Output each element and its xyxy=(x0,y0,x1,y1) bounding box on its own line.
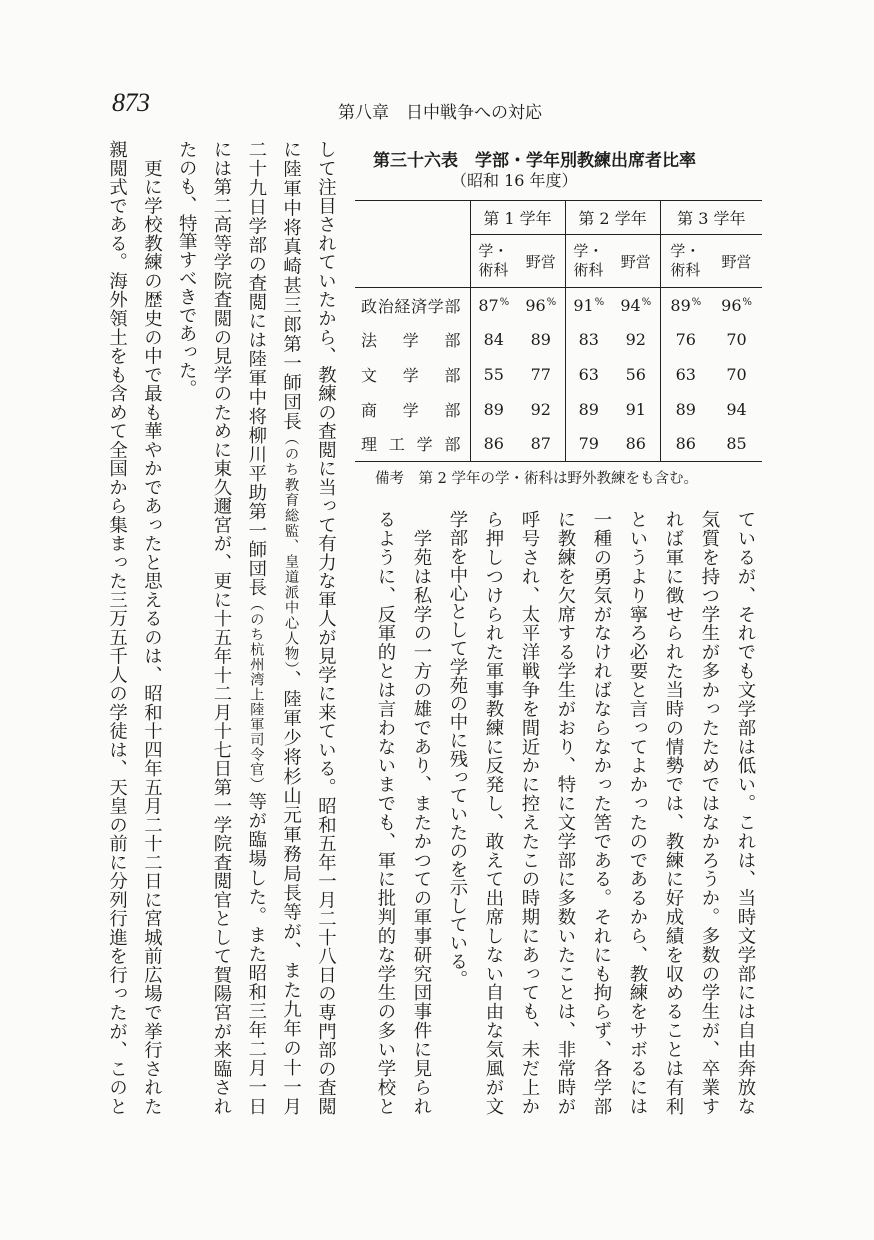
text-line: 気質を持つ学生が多かったためではなかろうか。多数の学生が、卒業す xyxy=(699,510,720,1115)
text-line: 親閲式である。海外領土をも含めて全国から集まった三万五千人の学徒は、天皇の前に分列行進を行ったが、このと xyxy=(106,140,128,1115)
value-cell: 84 xyxy=(470,323,517,358)
value-cell: 89 xyxy=(530,330,551,350)
parenthetical-note: （のち教育総監、皇道派中心人物） xyxy=(282,431,299,670)
text-line: して注目されていたから、教練の査閲に当って有力な軍人が見学に来ている。昭和五年一月二十八日の専門部の査閲 xyxy=(315,140,337,1115)
value-cell: 85 xyxy=(711,426,762,461)
sub-header-cell xyxy=(660,235,711,288)
value-cell: 86 xyxy=(612,426,660,461)
value-cell: 56 xyxy=(625,364,646,384)
table-row xyxy=(355,323,762,358)
text-run: 、陸軍少将杉山元軍務局長等が、また九年の十一月 xyxy=(280,669,302,1116)
percent-unit: % xyxy=(641,297,652,309)
value-cell: 70 xyxy=(726,364,747,384)
text-line: ら押しつけられた軍事教練に反発し、敢えて出席しない自由な気風が文 xyxy=(483,510,504,1115)
page-number: 873 xyxy=(112,88,150,117)
value-cell: 94 xyxy=(726,399,747,419)
text-line: 呼号され、太平洋戦争を間近かに控えたこの時期にあっても、未だ上か xyxy=(519,510,540,1115)
value: 94 xyxy=(620,295,641,315)
value-cell: 92 xyxy=(530,399,551,419)
text-line: 更に学校教練の歴史の中で最も華やかであったと思えるのは、昭和十四年五月二十二日に宮城前広場で挙行された xyxy=(141,140,163,1115)
percent-unit: % xyxy=(499,297,510,309)
faculty-label: 政治経済学部 xyxy=(361,296,461,316)
year-header: 第 2 学年 xyxy=(565,201,660,235)
value-cell: 79 xyxy=(565,426,612,461)
text-line: 学部を中心として学苑の中に残っていたのを示している。 xyxy=(447,510,468,989)
text-line: れば軍に徴せられた当時の情勢では、教練に好成績を収めることは有利 xyxy=(663,510,684,1115)
text-line: には第二高等学院査閲の見学のために東久邇宮が、更に十五年十二月十七日第一学院査閲官として賀陽宮が来臨され xyxy=(211,140,232,1115)
text-run: 等が臨場した。また昭和三年二月一日 xyxy=(245,791,267,1115)
value-cell: 91 xyxy=(625,399,646,419)
table-note: 備考 第 2 学年の学・術科は野外教練をも含む。 xyxy=(375,471,698,487)
faculty-label: 法学部 xyxy=(361,331,461,351)
value-cell xyxy=(711,288,762,323)
value: 96 xyxy=(525,295,546,315)
text-line xyxy=(273,140,308,1115)
value: 91 xyxy=(573,295,594,315)
table-corner-cell xyxy=(355,201,470,288)
table-row xyxy=(355,426,762,461)
value-cell: 86 xyxy=(660,426,711,461)
text-run: 二十九日学部の査閲には陸軍中将柳川平助第一師団長 xyxy=(245,140,267,598)
year-header: 第 3 学年 xyxy=(660,201,762,235)
text-line xyxy=(238,140,273,1115)
body-text-left xyxy=(99,140,343,1115)
percent-unit: % xyxy=(546,297,557,309)
percent-unit: % xyxy=(742,297,752,309)
table-row xyxy=(355,392,762,427)
value-cell: 63 xyxy=(565,357,612,392)
table-row xyxy=(355,288,762,323)
ratio-table xyxy=(355,200,762,462)
faculty-label: 理工学部 xyxy=(355,426,470,461)
table-figure xyxy=(355,140,762,490)
parenthetical-note: （のち杭州湾上陸軍司令官） xyxy=(247,597,264,792)
value-cell: 77 xyxy=(530,364,551,384)
value-cell: 89 xyxy=(470,392,517,427)
value-cell: 86 xyxy=(470,426,517,461)
text-line: ているが、それでも文学部は低い。これは、当時文学部には自由奔放な xyxy=(735,510,756,1115)
text-line: るように、反軍的とは言わないまでも、軍に批判的な学生の多い学校と xyxy=(375,510,396,1115)
value-cell xyxy=(517,288,565,323)
body-text-under-table xyxy=(367,510,763,1115)
sub-header-cell xyxy=(470,235,517,288)
faculty-label: 商学部 xyxy=(361,400,461,420)
value: 89 xyxy=(670,295,691,315)
year-header-row xyxy=(355,201,762,235)
sub-header-cell xyxy=(565,235,612,288)
table-subtitle: （昭和 16 年度） xyxy=(451,171,578,190)
text-line: 学苑は私学の一方の雄であり、またかつての軍事研究団事件に見られ xyxy=(411,510,432,1115)
value-cell xyxy=(660,288,711,323)
sub-header-cell: 野営 xyxy=(612,235,660,288)
sub-header-cell: 野営 xyxy=(711,235,762,288)
sub-header-label: 学・術科 xyxy=(573,241,604,279)
text-line: たのも、特筆すべきであった。 xyxy=(176,140,198,398)
table-row xyxy=(355,357,762,392)
percent-unit: % xyxy=(594,297,605,309)
value-cell: 76 xyxy=(660,323,711,358)
text-line: 一種の勇気がなければならなかった筈である。それにも拘らず、各学部 xyxy=(591,510,612,1115)
year-header: 第 1 学年 xyxy=(470,201,565,235)
value-cell xyxy=(470,288,517,323)
value-cell: 89 xyxy=(565,392,612,427)
text-line: というより寧ろ必要と言ってよかったのであるから、教練をサボるには xyxy=(627,510,648,1115)
value-cell: 55 xyxy=(470,357,517,392)
value-cell: 70 xyxy=(726,330,747,350)
value-cell: 89 xyxy=(660,392,711,427)
text-line: に教練を欠席する学生がおり、特に文学部に多数いたことは、非常時が xyxy=(555,510,576,1115)
value-cell xyxy=(565,288,612,323)
value-cell: 87 xyxy=(517,426,565,461)
sub-header-cell: 野営 xyxy=(517,235,565,288)
sub-header-label: 学・術科 xyxy=(670,241,701,279)
value-cell xyxy=(612,288,660,323)
value-cell: 63 xyxy=(660,357,711,392)
sub-header-label: 学・術科 xyxy=(478,241,509,279)
running-title: 第八章 日中戦争への対応 xyxy=(338,103,542,123)
percent-unit: % xyxy=(691,297,702,309)
faculty-label: 文学部 xyxy=(361,365,461,385)
value-cell: 83 xyxy=(565,323,612,358)
table-title: 第三十六表 学部・学年別教練出席者比率 xyxy=(373,151,696,171)
text-run: に陸軍中将真崎甚三郎第一師団長 xyxy=(280,140,302,432)
value: 87 xyxy=(478,295,499,315)
value-cell: 92 xyxy=(625,330,646,350)
value: 96 xyxy=(721,295,742,315)
